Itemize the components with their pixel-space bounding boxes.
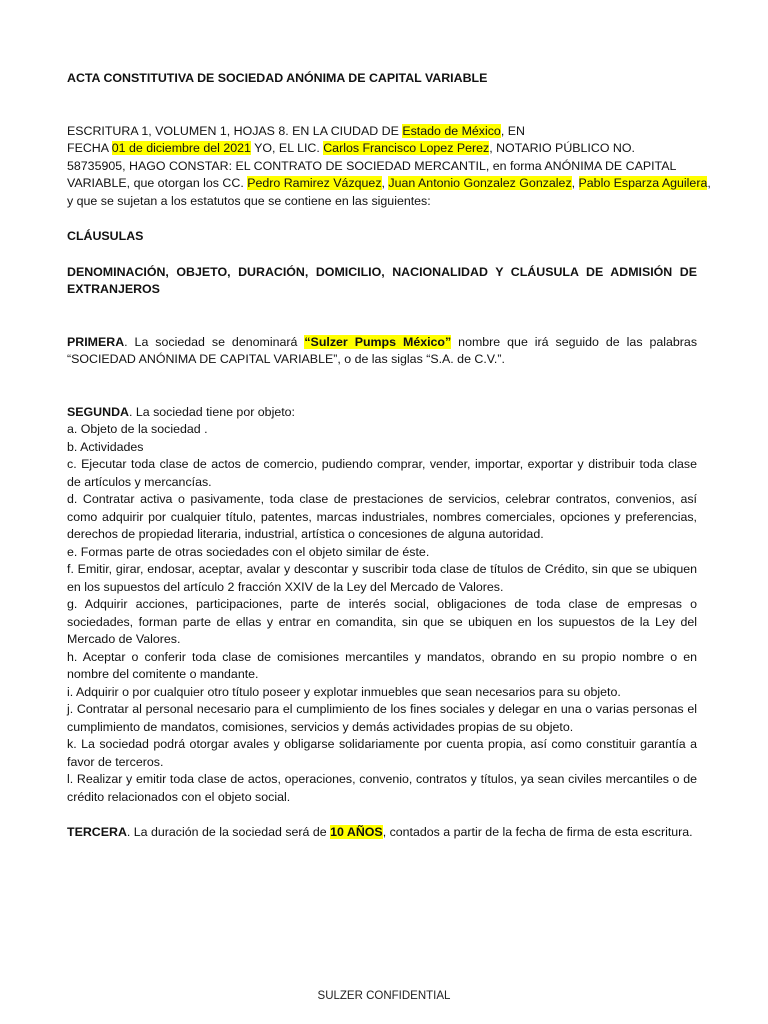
list-item: f. Emitir, girar, endosar, aceptar, avalar y descontar y suscribir toda clase de títulos de Crédito, sin que se ubiquen en los supuestos del artículo 2 fracción XXIV de la Ley del Mercado de Valores.: [67, 562, 697, 594]
partner-1-highlight: Pedro Ramirez Vázquez: [247, 176, 382, 190]
intro-text: YO, EL LIC.: [250, 141, 324, 155]
separator: ,: [571, 176, 579, 190]
partner-2-highlight: Juan Antonio Gonzalez Gonzalez: [388, 176, 572, 190]
list-item: e. Formas parte de otras sociedades con el objeto similar de éste.: [67, 544, 430, 559]
intro-text: VARIABLE, que otorgan los CC.: [67, 176, 248, 190]
clause-text: . La sociedad tiene por objeto:: [128, 404, 295, 419]
duration-highlight: 10 AÑOS: [330, 825, 383, 839]
intro-text: , EN: [500, 123, 525, 138]
notary-highlight: Carlos Francisco Lopez Perez: [323, 141, 490, 155]
clause-text: nombre que irá seguido de las palabras “SOCIEDAD ANÓNIMA DE CAPITAL VARIABLE”, o de las siglas “S.A. de C.V.”.: [67, 334, 698, 366]
clause-text: . La sociedad se denominará: [124, 334, 305, 349]
document-page: [67, 70, 711, 842]
intro-line-5: y que se sujetan a los estatutos que se contiene en las siguientes:: [67, 193, 431, 208]
list-item: a. Objeto de la sociedad .: [67, 422, 208, 436]
partner-3-highlight: Pablo Esparza Aguilera: [578, 176, 708, 190]
section-heading: DENOMINACIÓN, OBJETO, DURACIÓN, DOMICILIO, NACIONALIDAD Y CLÁUSULA DE ADMISIÓN DE EXTRANJEROS: [67, 264, 697, 296]
list-item: j. Contratar al personal necesario para el cumplimiento de los fines sociales y delegar en una o varias personas el cumplimiento de mandatos, comisiones, servicios y demás actividades propias de su objeto.: [67, 702, 697, 734]
list-item: b. Actividades: [67, 439, 144, 454]
clausulas-heading: CLÁUSULAS: [67, 229, 144, 243]
segunda-clause-intro: [67, 404, 697, 422]
date-highlight: 01 de diciembre del 2021: [111, 141, 251, 155]
list-item: i. Adquirir o por cualquier otro título poseer y explotar inmuebles que sean necesarios para su objeto.: [67, 684, 621, 699]
list-item: d. Contratar activa o pasivamente, toda clase de prestaciones de servicios, celebrar contratos, convenios, así como adquirir por cualquier título, patentes, marcas industriales, nombres comerciales, opciones y preferencias, derechos de propiedad literaria, industrial, artística o concesiones de alguna autoridad.: [67, 492, 697, 541]
clause-label: PRIMERA: [67, 334, 125, 349]
intro-text: ,: [707, 176, 711, 190]
intro-paragraph: [67, 123, 711, 211]
primera-clause: [67, 334, 697, 369]
spacer: [67, 369, 697, 404]
intro-line-1: [67, 123, 697, 141]
intro-text: ESCRITURA 1, VOLUMEN 1, HOJAS 8. EN LA CIUDAD DE: [67, 123, 403, 138]
segunda-items-list: [67, 421, 697, 806]
list-item: l. Realizar y emitir toda clase de actos, operaciones, convenio, contratos y títulos, ya sean civiles mercantiles o de crédito relacionados con el objeto social.: [67, 772, 697, 804]
separator: ,: [381, 176, 389, 190]
intro-line-4: [67, 175, 711, 193]
clause-label: SEGUNDA: [67, 404, 129, 419]
tercera-clause: [67, 824, 697, 842]
list-item: h. Aceptar o conferir toda clase de comisiones mercantiles y mandatos, obrando en su propio nombre o en nombre del comitente o mandante.: [67, 649, 697, 681]
clause-text: . La duración de la sociedad será de: [126, 825, 331, 839]
company-name-highlight: “Sulzer Pumps México”: [304, 334, 452, 349]
intro-text: FECHA: [67, 141, 112, 155]
spacer: [67, 806, 697, 824]
list-item: k. La sociedad podrá otorgar avales y obligarse solidariamente por cuenta propia, así como constituir garantía a favor de terceros.: [67, 737, 697, 769]
intro-text: , NOTARIO PÚBLICO NO.: [489, 141, 635, 155]
intro-line-2: [67, 140, 697, 158]
confidential-footer: SULZER CONFIDENTIAL: [317, 990, 451, 1002]
clause-label: TERCERA: [67, 825, 127, 839]
spacer: [67, 246, 697, 264]
spacer: [67, 210, 697, 228]
city-highlight: Estado de México: [402, 123, 501, 138]
list-item: g. Adquirir acciones, participaciones, parte de interés social, obligaciones de toda clase de empresas o sociedades, forman parte de ellas y entrar en comandita, sin que se ubiquen en los supuestos de la Ley del Mercado de Valores.: [67, 597, 697, 646]
document-title: ACTA CONSTITUTIVA DE SOCIEDAD ANÓNIMA DE CAPITAL VARIABLE: [67, 71, 488, 85]
list-item: c. Ejecutar toda clase de actos de comercio, pudiendo comprar, vender, importar, exportar y distribuir toda clase de artículos y mercancías.: [67, 457, 697, 489]
spacer: [67, 88, 697, 123]
intro-line-3: 58735905, HAGO CONSTAR: EL CONTRATO DE SOCIEDAD MERCANTIL, en forma ANÓNIMA DE CAPITAL: [67, 158, 677, 173]
clause-text: , contados a partir de la fecha de firma de esta escritura.: [382, 825, 693, 839]
spacer: [67, 299, 697, 334]
